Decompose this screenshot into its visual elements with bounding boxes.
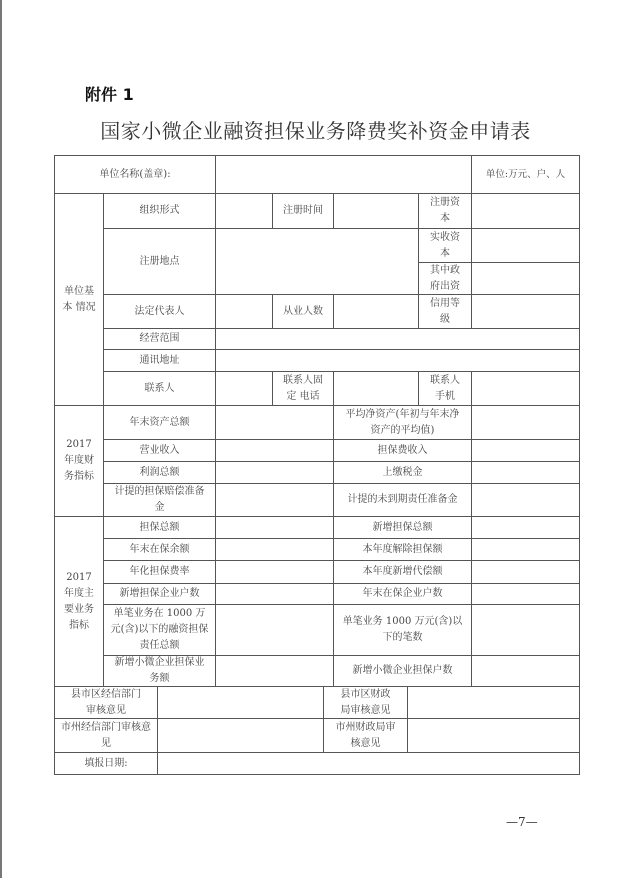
attachment-label: 附件 1 [85,85,134,104]
county-econ-opinion-field[interactable] [158,687,324,719]
business-row-field[interactable] [472,539,579,561]
business-scope-field[interactable] [216,329,579,350]
gov-capital-label: 其中政府出资 [419,263,472,295]
reg-place-label: 注册地点 [104,229,216,295]
city-finance-label: 市州财政局审核意见 [324,719,408,753]
business-row-field[interactable] [472,517,579,539]
finance-row-field[interactable] [472,462,579,484]
contact-mobile-field[interactable] [472,372,579,406]
business-section-label: 2017 年度主要业务指标 [55,517,104,687]
business-row-field[interactable] [216,561,334,584]
business-row-field[interactable] [472,584,579,605]
page-number: —7— [506,815,538,829]
business-row-label: 年化担保费率 [104,561,216,584]
business-row-label: 担保总额 [104,517,216,539]
address-field[interactable] [216,350,579,372]
finance-row-field[interactable] [472,406,579,440]
business-row-label: 单笔业务 1000 万元(含)以下的笔数 [334,605,472,656]
form-title: 国家小微企业融资担保业务降费奖补资金申请表 [100,119,531,143]
paid-capital-field[interactable] [472,229,579,263]
legal-rep-field[interactable] [216,295,273,329]
business-row-label: 新增小微企业担保户数 [334,656,472,687]
finance-section-label: 2017 年度财务指标 [55,406,104,517]
contact-phone-label: 联系人固定 电话 [273,372,334,406]
fill-date-label: 填报日期: [55,753,158,774]
finance-row-label: 营业收入 [104,440,216,462]
city-econ-opinion-field[interactable] [158,719,324,753]
business-row-label: 年末在保余额 [104,539,216,561]
finance-row-label: 利润总额 [104,462,216,484]
finance-row-field[interactable] [472,484,579,517]
org-form-label: 组织形式 [104,194,216,229]
business-scope-label: 经营范围 [104,329,216,350]
business-row-field[interactable] [216,517,334,539]
business-row-label: 本年度解除担保额 [334,539,472,561]
contact-label: 联系人 [104,372,216,406]
paid-capital-label: 实收资本 [419,229,472,263]
county-finance-opinion-field[interactable] [408,687,579,719]
reg-time-label: 注册时间 [273,194,334,229]
business-row-label: 本年度新增代偿额 [334,561,472,584]
gov-capital-field[interactable] [472,263,579,295]
finance-row-label: 年末资产总额 [104,406,216,440]
county-econ-label: 县市区经信部门审核意见 [55,687,158,719]
finance-row-field[interactable] [216,462,334,484]
basic-info-section-label: 单位基本 情况 [55,194,104,406]
credit-rating-field[interactable] [472,295,579,329]
finance-row-label: 上缴税金 [334,462,472,484]
address-label: 通讯地址 [104,350,216,372]
reg-place-field[interactable] [216,229,419,295]
finance-row-field[interactable] [216,440,334,462]
contact-mobile-label: 联系人手机 [419,372,472,406]
finance-row-label: 计提的未到期责任准备金 [334,484,472,517]
reg-time-field[interactable] [334,194,419,229]
finance-row-field[interactable] [472,440,579,462]
city-finance-opinion-field[interactable] [408,719,579,753]
units-note: 单位:万元、户、人 [472,156,579,194]
business-row-field[interactable] [472,605,579,656]
business-row-field[interactable] [472,561,579,584]
employees-field[interactable] [334,295,419,329]
finance-row-label: 担保费收入 [334,440,472,462]
business-row-label: 单笔业务在 1000 万元(含)以下的融资担保责任总额 [104,605,216,656]
business-row-field[interactable] [472,656,579,687]
business-row-field[interactable] [216,605,334,656]
contact-field[interactable] [216,372,273,406]
employees-label: 从业人数 [273,295,334,329]
credit-rating-label: 信用等级 [419,295,472,329]
county-finance-label: 县市区财政局审核意见 [324,687,408,719]
business-row-field[interactable] [216,539,334,561]
finance-row-field[interactable] [216,484,334,517]
reg-capital-field[interactable] [472,194,579,229]
fill-date-field[interactable] [158,753,579,774]
business-row-label: 年末在保企业户数 [334,584,472,605]
org-form-field[interactable] [216,194,273,229]
unit-name-label: 单位名称(盖章): [55,156,216,194]
business-row-label: 新增小微企业担保业务额 [104,656,216,687]
finance-row-label: 计提的担保赔偿准备金 [104,484,216,517]
business-row-label: 新增担保总额 [334,517,472,539]
business-row-label: 新增担保企业户数 [104,584,216,605]
business-row-field[interactable] [216,584,334,605]
finance-row-label: 平均净资产(年初与年末净资产的平均值) [334,406,472,440]
city-econ-label: 市州经信部门审核意见 [55,719,158,753]
finance-row-field[interactable] [216,406,334,440]
contact-phone-field[interactable] [334,372,419,406]
legal-rep-label: 法定代表人 [104,295,216,329]
business-row-field[interactable] [216,656,334,687]
reg-capital-label: 注册资本 [419,194,472,229]
application-form-table [54,155,580,775]
unit-name-field[interactable] [216,156,472,194]
